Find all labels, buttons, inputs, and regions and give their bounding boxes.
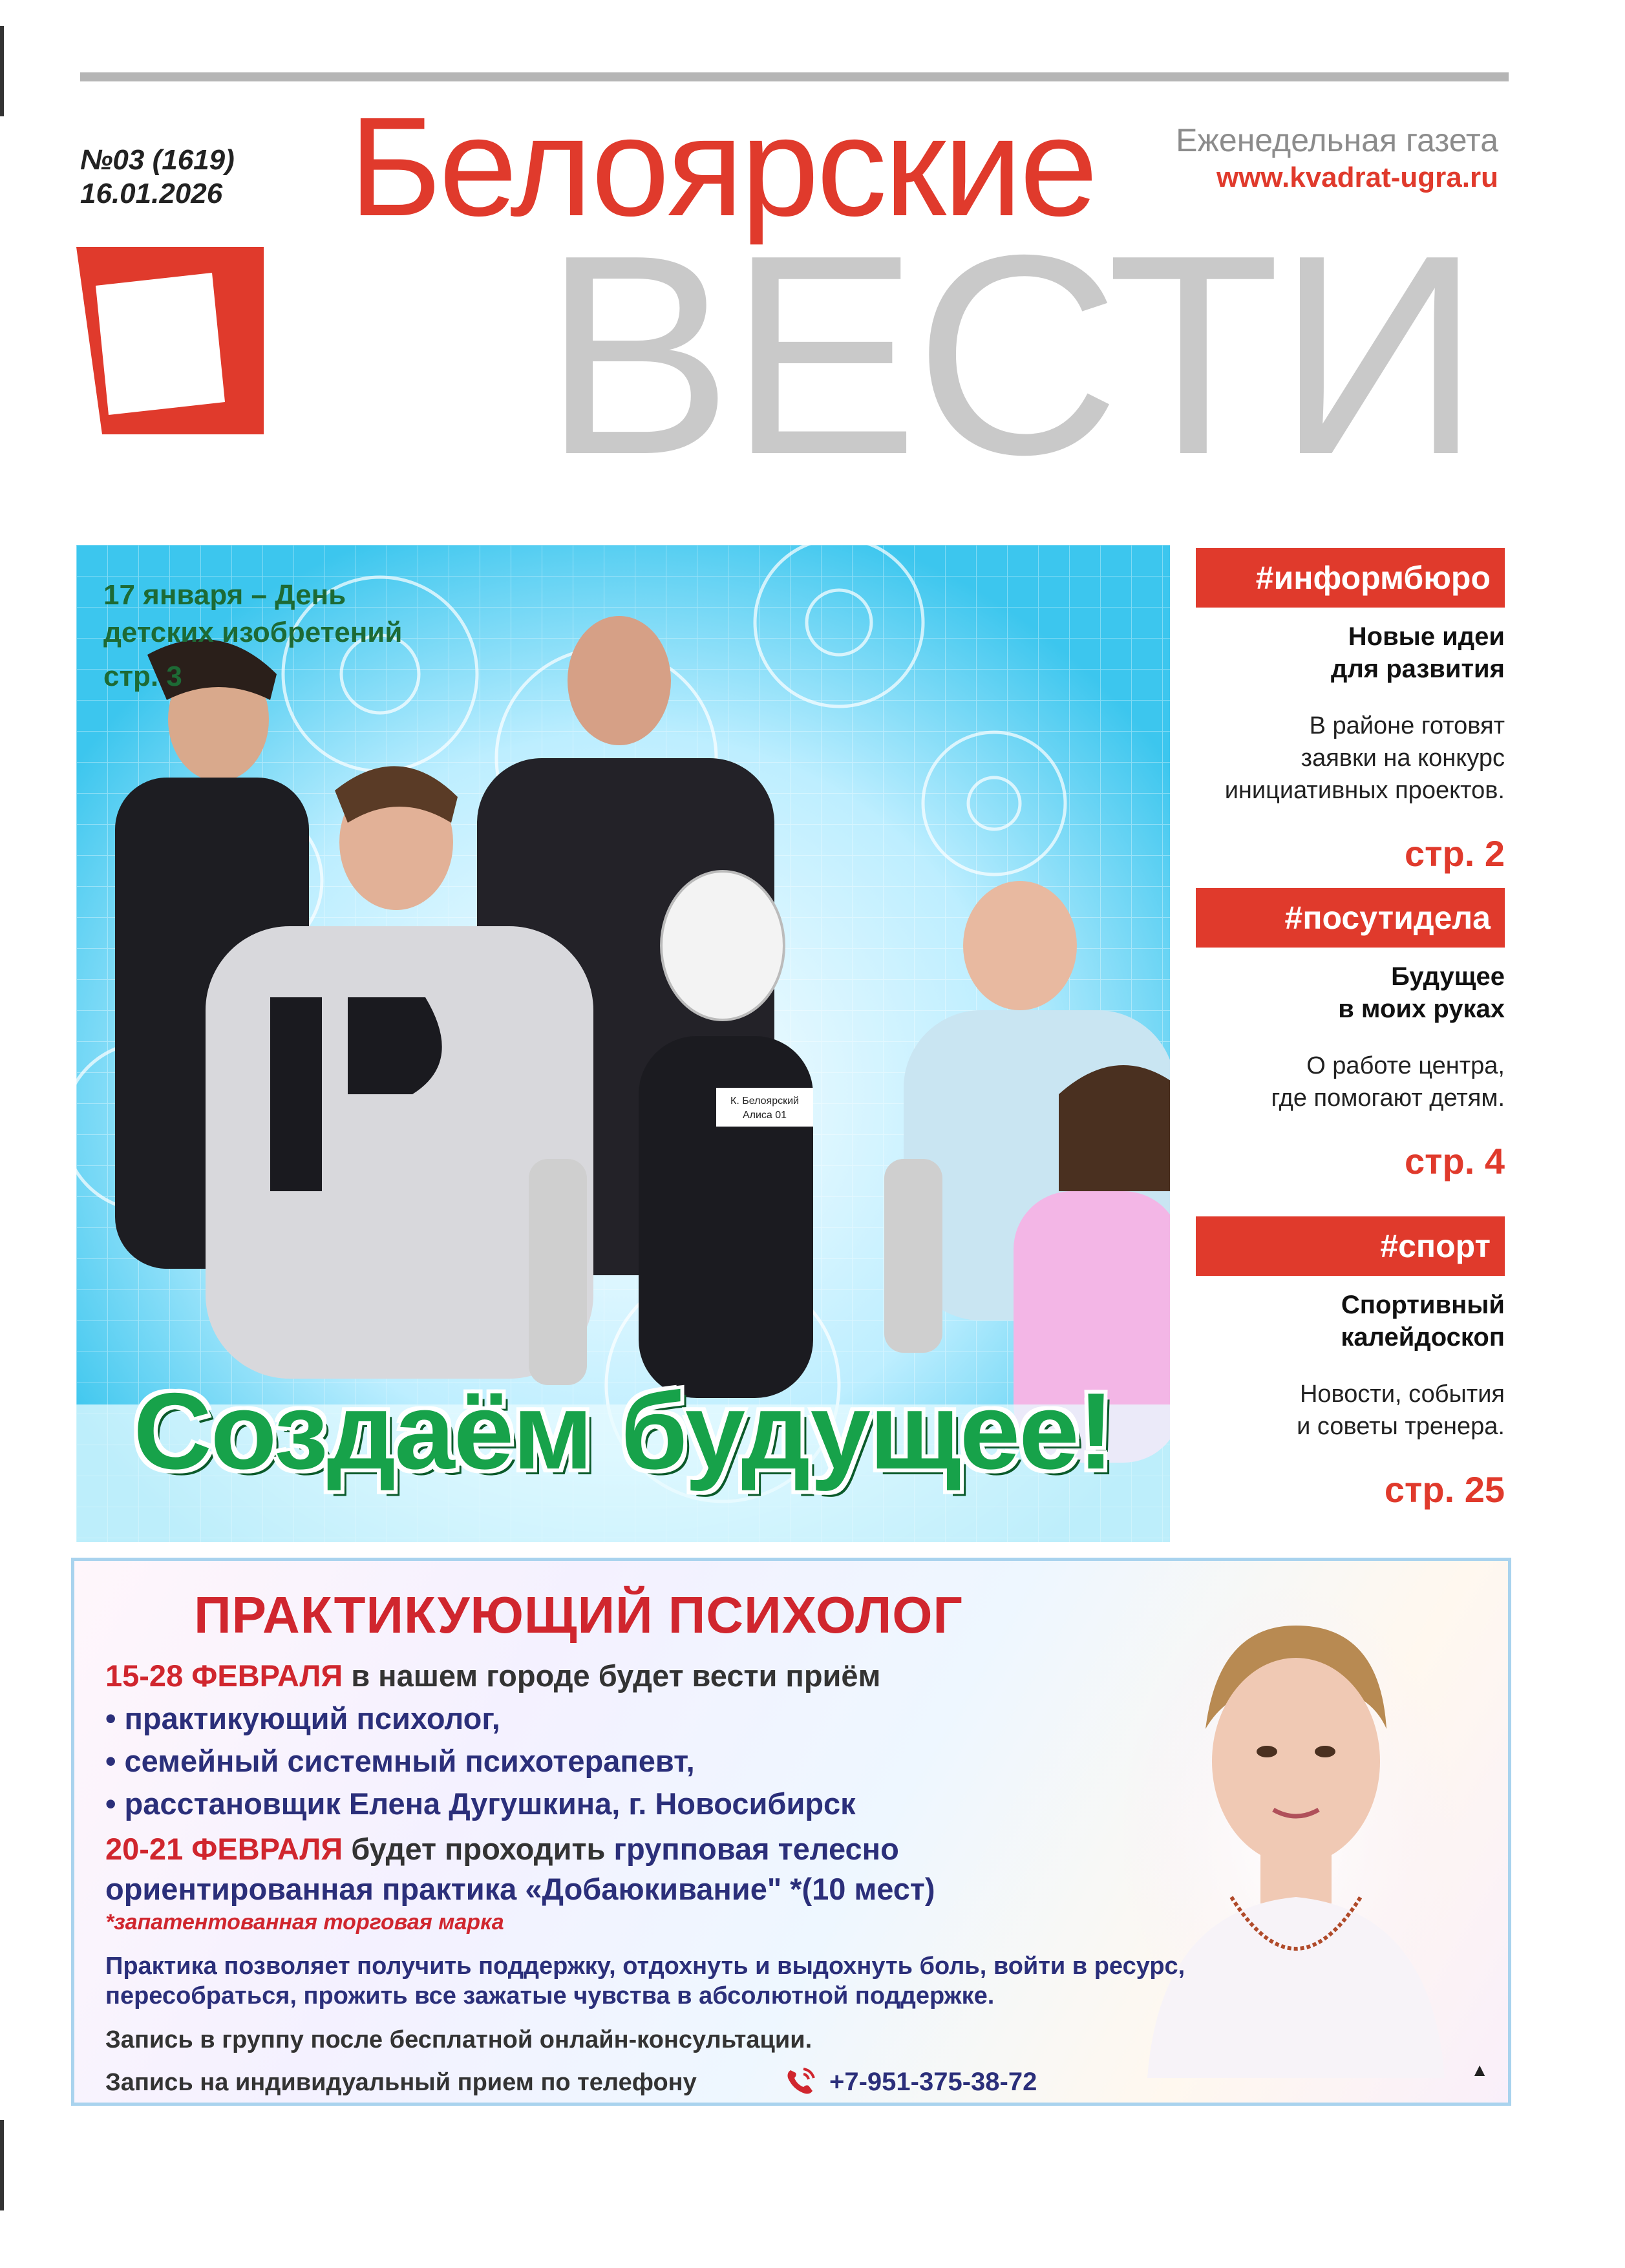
ad-description-line: Практика позволяет получить поддержку, отдохнуть и выдохнуть боль, войти в ресурс, [105,1953,1185,1980]
masthead-title-big: ВЕСТИ [543,196,1478,514]
ad-description-line: пересобраться, прожить все зажатые чувства в абсолютной поддержке. [105,1982,995,2009]
ad-line-dates1 [105,1658,880,1693]
ad-marker: ▲ [1471,2060,1489,2080]
sidebar-text-line: О работе центра, [1306,1052,1505,1079]
robot-badge-line1: К. Белоярский [730,1096,799,1107]
ad-trademark-note: *запатентованная торговая марка [105,1910,504,1934]
sidebar-title [1196,1289,1505,1353]
ad-record-individual: Запись на индивидуальный прием по телефону [105,2069,697,2096]
sidebar-page-link[interactable]: стр. 4 [1404,1141,1505,1182]
sidebar-title-line: Спортивный [1341,1291,1505,1319]
crop-mark [0,2120,4,2210]
ad-line-dates2 [105,1831,899,1867]
ad-dates1: 15-28 ФЕВРАЛЯ [105,1659,343,1693]
sidebar-tag[interactable]: #посутидела [1196,888,1505,948]
psychologist-ad [71,1558,1511,2106]
ad-dates2: 20-21 ФЕВРАЛЯ [105,1832,343,1866]
ad-line5-rest-b: групповая телесно [613,1832,899,1866]
sidebar-title-line: в моих руках [1338,995,1505,1023]
sidebar-title-line: для развития [1330,655,1505,683]
sidebar-text [1196,1050,1505,1114]
sidebar-page-link[interactable]: стр. 25 [1384,1469,1505,1510]
cover-caption-page[interactable]: стр. 3 [103,661,182,692]
sidebar-title [1196,620,1505,685]
phone-icon [781,2064,820,2099]
sidebar-text-line: заявки на конкурс [1301,745,1505,772]
masthead-title-top: Белоярские [349,89,1096,246]
cover-caption-line2: детских изобретений [103,617,403,648]
robot-badge-line2: Алиса 01 [742,1110,787,1121]
website-link[interactable]: www.kvadrat-ugra.ru [1216,162,1498,193]
sidebar-title [1196,960,1505,1025]
ad-bullet: • расстановщик Елена Дугушкина, г. Новосибирск [105,1786,856,1821]
sidebar-tag[interactable]: #информбюро [1196,548,1505,608]
cover-headline: Создаём будущее! [133,1370,1113,1492]
sidebar-block-posutidela [1196,888,1505,1182]
issue-date: 16.01.2026 [80,178,223,209]
sidebar-text-line: где помогают детям. [1271,1085,1505,1112]
sidebar-block-inform [1196,548,1505,874]
ad-line-practice: ориентированная практика «Добаюкивание" *(10 мест) [105,1872,935,1906]
sidebar-text-line: Новости, события [1299,1381,1505,1408]
ad-description [105,1951,1185,2011]
sidebar-block-sport [1196,1216,1505,1510]
weekly-label: Еженедельная газета [1176,122,1498,158]
ad-record-group: Запись в группу после бесплатной онлайн-консультации. [105,2026,812,2053]
ad-bullet: • семейный системный психотерапевт, [105,1744,695,1778]
ad-heading: ПРАКТИКУЮЩИЙ ПСИХОЛОГ [194,1586,963,1644]
sidebar-text-line: и советы тренера. [1297,1413,1505,1440]
header-rule [80,72,1509,81]
logo-square-icon [76,247,264,434]
sidebar-text [1196,710,1505,807]
sidebar-text-line: инициативных проектов. [1224,777,1505,804]
ad-line1-rest: в нашем городе будет вести приём [343,1659,881,1693]
issue-info [80,143,235,211]
sidebar-tag[interactable]: #спорт [1196,1216,1505,1276]
sidebar-text [1196,1378,1505,1443]
ad-phone-number[interactable]: +7-951-375-38-72 [829,2068,1037,2096]
cover-caption-line1: 17 января – День [103,579,346,611]
issue-number: №03 (1619) [80,144,235,176]
ad-line5-rest-a: будет проходить [343,1832,614,1866]
ad-bullet: • практикующий психолог, [105,1701,500,1735]
crop-mark [0,26,4,116]
sidebar-title-line: Будущее [1391,962,1505,991]
sidebar-title-line: Новые идеи [1348,622,1505,651]
cover-caption [103,577,402,652]
sidebar-text-line: В районе готовят [1309,712,1505,739]
sidebar-page-link[interactable]: стр. 2 [1404,833,1505,874]
sidebar-title-line: калейдоскоп [1341,1323,1505,1351]
